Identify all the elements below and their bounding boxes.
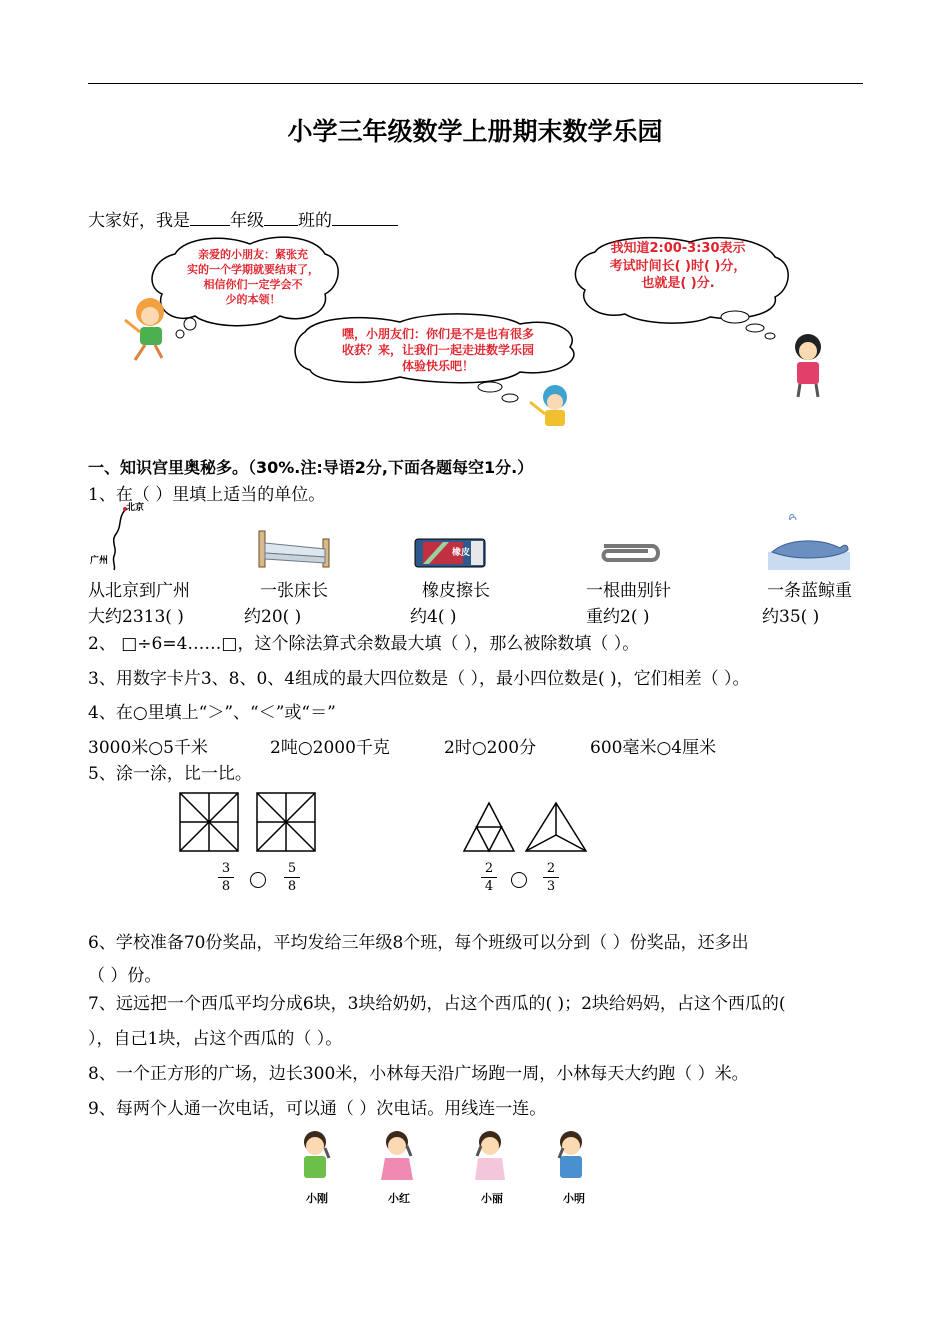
question-5-stem: 5、涂一涂，比一比。 <box>88 764 252 784</box>
answer-route[interactable]: 大约2313( ) <box>88 607 184 627</box>
question-6-line-1: 6、学校准备70份奖品，平均发给三年级8个班，每个班级可以分到（ ）份奖品，还多出 <box>88 933 749 953</box>
answer-eraser[interactable]: 约4( ) <box>410 607 457 627</box>
boy-figure-middle <box>530 385 567 426</box>
square-eighths-1 <box>180 793 238 851</box>
phone-kids <box>295 1128 595 1186</box>
compare-item-4[interactable]: 600毫米○4厘米 <box>590 738 717 758</box>
question-4-stem: 4、在○里填上“＞”、“＜”或“＝” <box>88 703 336 723</box>
question-6-line-2: （ ）份。 <box>88 966 162 986</box>
question-2: 2、 □÷6=4……□，这个除法算式余数最大填（ ），那么被除数填（ ）。 <box>88 634 640 654</box>
divided-squares <box>178 791 318 853</box>
kid-name-xiaoming[interactable]: 小明 <box>563 1192 585 1205</box>
question-1-stem: 1、在（ ）里填上适当的单位。 <box>88 485 326 505</box>
caption-paperclip: 一根曲别针 <box>586 581 671 601</box>
question-8: 8、一个正方形的广场，边长300米，小林每天沿广场跑一周，小林每天大约跑（ ）米。 <box>88 1064 749 1084</box>
compare-circle-1[interactable] <box>249 871 267 889</box>
caption-route: 从北京到广州 <box>88 581 190 601</box>
answer-paperclip[interactable]: 重约2( ) <box>586 607 650 627</box>
intro-line: 大家好，我是 年级 班的 <box>88 206 398 231</box>
compare-item-1[interactable]: 3000米○5千米 <box>88 738 208 758</box>
bed-icon <box>255 525 335 570</box>
triangle-quarters <box>464 803 514 851</box>
kid-xiaogang <box>304 1131 329 1178</box>
grade-blank[interactable] <box>190 209 230 226</box>
kid-xiaoli <box>475 1131 505 1180</box>
question-9-stem: 9、每两个人通一次电话，可以通（ ）次电话。用线连一连。 <box>88 1099 547 1119</box>
paperclip-icon <box>590 538 665 568</box>
square-eighths-2 <box>257 793 315 851</box>
compare-item-3[interactable]: 2时○200分 <box>444 738 537 758</box>
map-label-guangzhou: 广州 <box>90 556 109 566</box>
class-blank[interactable] <box>264 209 298 226</box>
eraser-icon <box>413 535 488 570</box>
question-7-line-2: ），自己1块，占这个西瓜的（ ）。 <box>88 1029 343 1049</box>
fraction-2-4: 2 4 <box>481 861 497 894</box>
left-bubble-text: 亲爱的小朋友：紧张充 实的一个学期就要结束了， 相信你们一定学会不 少的本领！ <box>187 248 319 306</box>
right-bubble-text: 我知道2:00-3:30表示 考试时间长( )时( )分， 也就是( )分. <box>609 241 747 292</box>
triangle-thirds <box>526 803 586 851</box>
compare-circle-2[interactable] <box>510 871 528 889</box>
compare-item-2[interactable]: 2吨○2000千克 <box>270 738 390 758</box>
fraction-5-8: 5 8 <box>284 861 300 894</box>
page-title: 小学三年级数学上册期末数学乐园 <box>287 117 663 146</box>
answer-whale[interactable]: 约35( ) <box>762 607 820 627</box>
kid-name-xiaogang[interactable]: 小刚 <box>306 1192 328 1205</box>
eraser-label: 橡皮 <box>452 548 471 558</box>
fraction-3-8: 3 8 <box>218 861 234 894</box>
section-heading-1: 一、知识宫里奥秘多。（30%.注:导语2分,下面各题每空1分.） <box>88 458 534 477</box>
name-blank[interactable] <box>332 209 398 226</box>
caption-bed: 一张床长 <box>260 581 328 601</box>
divided-triangles <box>462 801 592 853</box>
caption-whale: 一条蓝鲸重 <box>767 581 852 601</box>
caption-eraser: 橡皮擦长 <box>422 581 490 601</box>
kid-xiaoming <box>559 1131 582 1178</box>
question-7-line-1: 7、远远把一个西瓜平均分成6块，3块给奶奶，占这个西瓜的( )；2块给妈妈，占这个西瓜的( <box>88 994 786 1014</box>
answer-bed[interactable]: 约20( ) <box>244 607 302 627</box>
blue-whale-icon <box>768 512 850 570</box>
map-label-beijing: 北京 <box>126 503 145 513</box>
kid-name-xiaohong[interactable]: 小红 <box>388 1192 410 1205</box>
kid-xiaohong <box>381 1131 413 1180</box>
girl-figure-right <box>795 334 821 397</box>
kid-name-xiaoli[interactable]: 小丽 <box>481 1192 503 1205</box>
middle-bubble-text: 嘿，小朋友们：你们是不是也有很多 收获？来，让我们一起走进数学乐园 体验快乐吧！ <box>341 327 534 374</box>
header-rule <box>88 83 863 84</box>
girl-figure-left <box>125 298 164 360</box>
fraction-2-3: 2 3 <box>543 861 559 894</box>
question-3: 3、用数字卡片3、8、0、4组成的最大四位数是（ ），最小四位数是( )，它们相差（ ）。 <box>88 669 750 689</box>
